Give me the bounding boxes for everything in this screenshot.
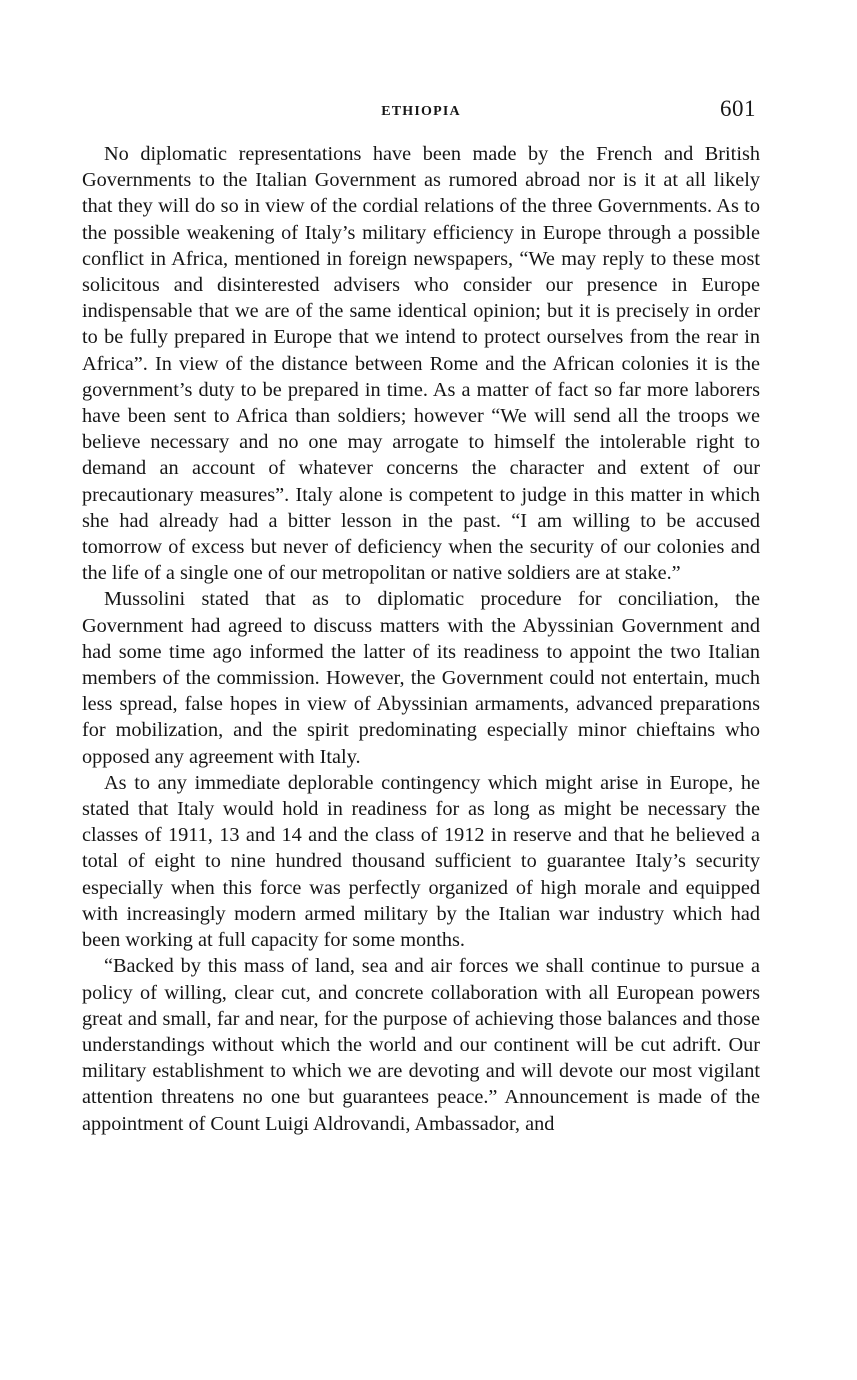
paragraph-european-contingency: As to any immediate deplorable contingency which might arise in Europe, he stated that Italy would hold in readiness for as long as might be necessary the classes of 1911, 13 and 14 and the class of 1912 in reserve and that he believed a total of eight to nine hundred thousand sufficient to guarantee Italy’s security especially when this force was perfectly organized of high morale and equipped with increasingly modern armed military by the Italian war industry which had been working at full capacity for some months. bbox=[82, 771, 760, 952]
paragraph-mussolini-conciliation: Mussolini stated that as to diplomatic procedure for conciliation, the Government had agreed to discuss matters with the Abyssinian Government and had some time ago informed the latter of its readiness to appoint the two Italian members of the commission. However, the Government could not entertain, much less spread, false hopes in view of Abyssinian armaments, advanced preparations for mobilization, and the spirit predominating especially minor chieftains who opposed any agreement with Italy. bbox=[82, 588, 760, 768]
page-number: 601 bbox=[720, 96, 756, 121]
body-text bbox=[82, 141, 760, 1137]
paragraph-diplomatic-representations: No diplomatic representations have been made by the French and British Governments to the Italian Government as rumored abroad nor is it at all likely that they will do so in view of the cordial relations of the three Governments. As to the possible weakening of Italy’s military efficiency in Europe through a possible conflict in Africa, mentioned in foreign newspapers, “We may reply to these most solicitous and disinterested advisers who consider our presence in Europe indispensable that we are of the same identical opinion; but it is precisely in order to be fully prepared in Europe that we intend to protect ourselves from the rear in Africa”. In view of the distance between Rome and the African colonies it is the government’s duty to be prepared in time. As a matter of fact so far more laborers have been sent to Africa than soldiers; however “We will send all the troops we believe necessary and no one may arrogate to himself the intolerable right to demand an account of whatever concerns the character and extent of our precautionary measures”. Italy alone is competent to judge in this matter in which she had already had a bitter lesson in the past. “I am willing to be accused tomorrow of excess but never of deficiency when the security of our colonies and the life of a single one of our metropolitan or native soldiers are at stake.” bbox=[82, 143, 760, 585]
running-header bbox=[82, 96, 760, 130]
running-title: ETHIOPIA bbox=[381, 104, 461, 119]
paragraph-military-collaboration: “Backed by this mass of land, sea and air forces we shall continue to pursue a policy of willing, clear cut, and concrete collaboration with all European powers great and small, far and near, for the purpose of achieving those balances and those understandings without which the world and our continent will be cut adrift. Our military establishment to which we are devoting and will devote our most vigilant attention threatens no one but guarantees peace.” Announcement is made of the appointment of Count Luigi Aldrovandi, Ambassador, and bbox=[82, 955, 760, 1135]
